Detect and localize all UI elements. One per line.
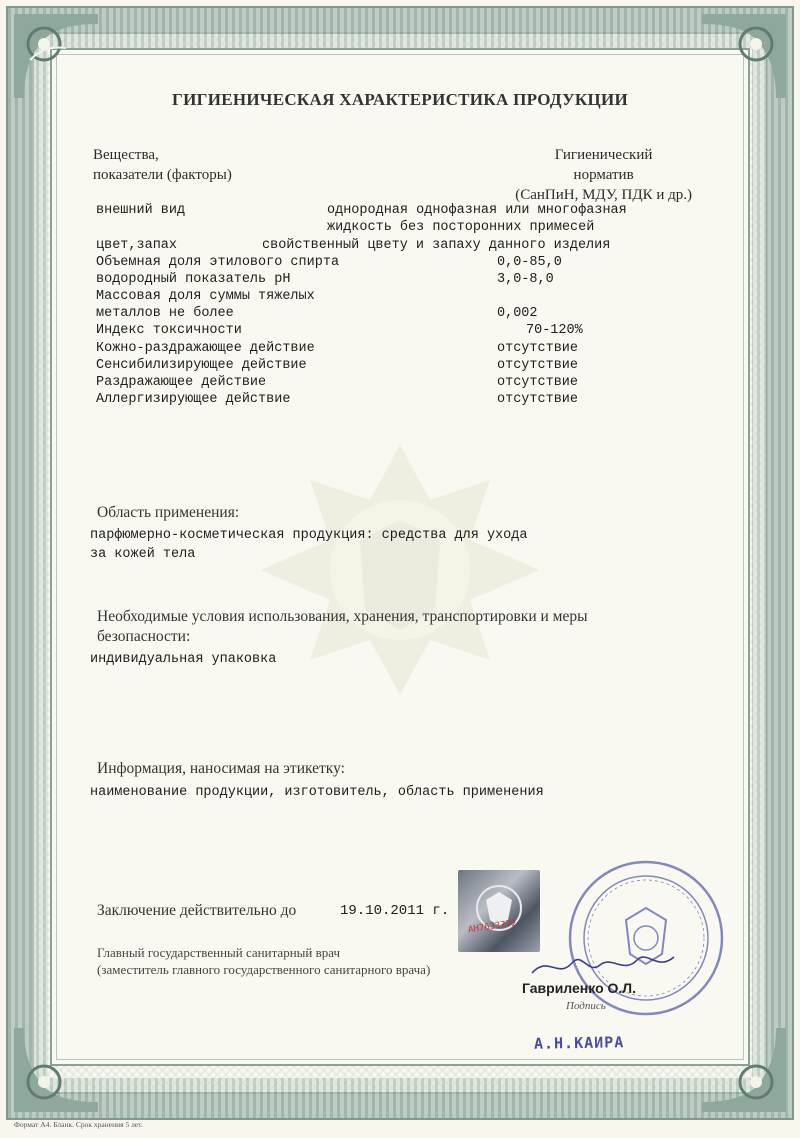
doctor-name: Гавриленко О.Л. xyxy=(522,980,637,996)
hologram-number: AH7633772 xyxy=(467,918,518,936)
eagle-icon xyxy=(458,870,540,952)
factors-column-header xyxy=(93,145,232,185)
header-right-line: норматив xyxy=(573,167,634,183)
norm-cell: жидкость без посторонних примесей xyxy=(327,220,595,235)
header-left-line: показатели (факторы) xyxy=(93,167,232,183)
factor-cell: цвет,запах xyxy=(96,238,178,253)
scope-value: за кожей тела xyxy=(90,547,196,562)
factor-cell: Аллергизирующее действие xyxy=(96,392,291,407)
page-title: ГИГИЕНИЧЕСКАЯ ХАРАКТЕРИСТИКА ПРОДУКЦИИ xyxy=(171,90,629,109)
corner-ornament-icon xyxy=(10,10,102,102)
norm-cell: свойственный цвету и запаху данного изделия xyxy=(262,238,611,253)
norm-cell: отсутствие xyxy=(497,341,579,356)
norm-cell: 3,0-8,0 xyxy=(497,272,554,287)
emblem-watermark-icon xyxy=(250,440,550,700)
factor-cell: Массовая доля суммы тяжелых xyxy=(96,289,315,304)
norm-cell: отсутствие xyxy=(497,358,579,373)
corner-ornament-icon xyxy=(698,1024,790,1116)
conditions-value: индивидуальная упаковка xyxy=(90,652,277,667)
label-info-label: Информация, наносимая на этикетку: xyxy=(97,760,345,777)
header-right-line: Гигиенический xyxy=(554,147,653,163)
factor-cell: водородный показатель рН xyxy=(96,272,291,287)
norm-cell: отсутствие xyxy=(497,392,579,407)
norm-cell: отсутствие xyxy=(497,375,579,390)
factor-cell: Кожно-раздражающее действие xyxy=(96,341,315,356)
norm-cell: однородная однофазная или многофазная xyxy=(327,203,627,218)
label-info-value: наименование продукции, изготовитель, область применения xyxy=(90,785,544,800)
norm-cell: 0,002 xyxy=(497,306,538,321)
factor-cell: Индекс токсичности xyxy=(96,323,242,338)
signature-caption: Подпись xyxy=(566,1000,606,1012)
doctor-title-note: (заместитель главного государственного санитарного врача) xyxy=(97,962,431,977)
factor-cell: металлов не более xyxy=(96,306,234,321)
corner-ornament-icon xyxy=(10,1024,102,1116)
validity-label: Заключение действительно до xyxy=(97,902,297,919)
norm-cell: 70-120% xyxy=(526,323,583,338)
norm-column-header xyxy=(515,145,692,205)
validity-date: 19.10.2011 г. xyxy=(340,903,450,919)
name-stamp: А.Н.КАИРА xyxy=(533,1033,625,1053)
hologram-sticker xyxy=(458,870,540,952)
header-left-line: Вещества, xyxy=(93,147,159,163)
factor-cell: Раздражающее действие xyxy=(96,375,267,390)
scope-label: Область применения: xyxy=(97,504,240,521)
scope-value: парфюмерно-косметическая продукция: средства для ухода xyxy=(90,528,528,543)
factor-cell: внешний вид xyxy=(96,203,186,218)
factor-cell: Сенсибилизирующее действие xyxy=(96,358,307,373)
header-right-line: (СанПиН, МДУ, ПДК и др.) xyxy=(515,187,692,203)
conditions-label: Необходимые условия использования, хранения, транспортировки и меры xyxy=(97,608,588,625)
footer-note: Формат А4. Бланк. Срок хранения 5 лет. xyxy=(14,1120,143,1129)
norm-cell: 0,0-85,0 xyxy=(497,255,562,270)
signature-icon xyxy=(528,945,678,985)
conditions-label: безопасности: xyxy=(97,628,191,645)
factor-cell: Объемная доля этилового спирта xyxy=(96,255,340,270)
corner-ornament-icon xyxy=(698,10,790,102)
doctor-title: Главный государственный санитарный врач xyxy=(97,945,341,960)
